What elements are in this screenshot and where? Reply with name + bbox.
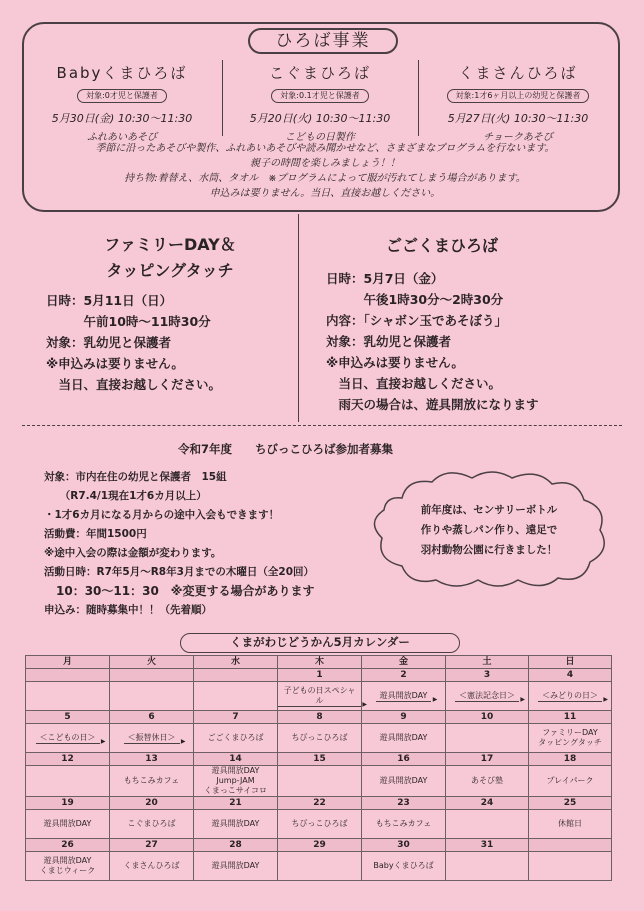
program-target: 対象:1才6ヶ月以上の幼児と保護者 xyxy=(447,89,590,103)
calendar-day-number: 7 xyxy=(194,711,278,724)
family-day-title-line: ファミリーDAY＆ xyxy=(104,235,236,254)
program-target: 対象:0才児と保護者 xyxy=(77,89,167,103)
speech-cloud-text xyxy=(384,500,594,560)
calendar-event: こぐまひろば xyxy=(127,819,176,828)
weekday-header-row xyxy=(26,656,612,669)
program-kumasan xyxy=(418,56,618,143)
calendar-day-cell xyxy=(446,766,529,797)
calendar-event: あそび塾 xyxy=(471,776,503,785)
gogo-line: 内容：「シャボン玉であそぼう」 xyxy=(326,313,508,328)
calendar-event: ファミリーDAY タッピングタッチ xyxy=(538,728,602,747)
program-koguma xyxy=(222,56,418,143)
chibikko-line: ・1才6カ月になる月からの途中入会もできます！ xyxy=(44,509,280,521)
calendar-day-number: 10 xyxy=(446,711,529,724)
calendar-day-number: 17 xyxy=(446,753,529,766)
calendar-event: 遊具開放DAY ▶ xyxy=(376,691,432,702)
calendar-day-cell xyxy=(110,724,194,753)
program-activity: チョークあそび xyxy=(483,132,553,143)
weekday-mon: 月 xyxy=(26,656,110,669)
calendar-event: ちびっこひろば xyxy=(291,733,348,742)
family-day-title-line: タッピングタッチ xyxy=(106,261,234,280)
calendar-day-number: 21 xyxy=(194,797,278,810)
cloud-line: 羽村動物公園に行きました！ xyxy=(420,544,558,556)
calendar-day-cell xyxy=(110,682,194,711)
calendar-day-number: 2 xyxy=(362,669,446,682)
calendar-event-row xyxy=(26,810,612,839)
chibikko-title: 令和7年度 ちびっこひろば参加者募集 xyxy=(178,442,393,456)
calendar-event-row xyxy=(26,852,612,881)
family-day-line: 対象：乳幼児と保護者 xyxy=(46,335,172,350)
program-activity: こどもの日製作 xyxy=(285,132,355,143)
calendar-day-number: 24 xyxy=(446,797,529,810)
calendar-day-number xyxy=(26,669,110,682)
calendar-day-cell xyxy=(278,852,362,881)
description-line: 季節に沿ったあそびや製作、ふれあいあそびや読み聞かせなど、さまざまなプログラムを行ないます。 xyxy=(95,143,555,154)
chibikko-line: 申込み：随時募集中！！（先着順） xyxy=(44,604,212,616)
calendar-event: ＜みどりの日＞ ▶ xyxy=(538,691,602,702)
chibikko-line: 対象：市内在住の幼児と保護者 15組 xyxy=(44,471,227,483)
calendar-event: 遊具開放DAY xyxy=(379,776,428,785)
weekday-fri: 金 xyxy=(362,656,446,669)
family-day-line: ※申込みは要りません。 xyxy=(46,356,184,371)
calendar-event: ちびっこひろば xyxy=(291,819,348,828)
program-date: 5月20日(火) 10:30～11:30 xyxy=(249,112,391,125)
calendar-event: 遊具開放DAY xyxy=(43,819,92,828)
calendar-day-cell xyxy=(194,724,278,753)
section-divider-horizontal xyxy=(22,425,622,426)
program-name: くまさんひろば xyxy=(458,64,578,82)
calendar-event: もちこみカフェ xyxy=(123,776,180,785)
calendar-day-number: 11 xyxy=(529,711,612,724)
calendar-day-number: 13 xyxy=(110,753,194,766)
calendar-day-cell xyxy=(529,766,612,797)
gogo-line: 雨天の場合は、遊具開放になります xyxy=(326,397,539,412)
section-divider-vertical xyxy=(298,214,299,422)
calendar-day-cell xyxy=(26,724,110,753)
calendar-day-number: 4 xyxy=(529,669,612,682)
calendar-day-number: 1 xyxy=(278,669,362,682)
calendar-day-cell xyxy=(110,810,194,839)
calendar-event: ＜こどもの日＞ ▶ xyxy=(36,733,100,744)
calendar-day-number: 9 xyxy=(362,711,446,724)
program-name: Babyくまひろば xyxy=(56,64,188,82)
calendar-day-number: 29 xyxy=(278,839,362,852)
calendar-event: ごごくまひろば xyxy=(207,733,264,742)
calendar-event: ＜憲法記念日＞ ▶ xyxy=(455,691,519,702)
calendar-day-number: 5 xyxy=(26,711,110,724)
hiroba-title: ひろば事業 xyxy=(248,28,398,54)
calendar-event: 子どもの日スペシャル ▶ xyxy=(278,686,361,707)
calendar-event: 遊具開放DAY Jump-JAM くまっこサイコロ xyxy=(203,766,268,795)
calendar-day-cell xyxy=(110,766,194,797)
family-day-line: 午前10時～11時30分 xyxy=(46,314,211,329)
calendar-day-cell xyxy=(446,810,529,839)
calendar-event: 遊具開放DAY xyxy=(211,819,260,828)
calendar-day-number-row xyxy=(26,669,612,682)
calendar-day-number: 18 xyxy=(529,753,612,766)
gogo-line: 日時：5月7日（金） xyxy=(326,271,444,286)
calendar-day-number-row xyxy=(26,797,612,810)
calendar-day-number: 26 xyxy=(26,839,110,852)
weekday-sun: 日 xyxy=(529,656,612,669)
program-target: 対象:0.1才児と保護者 xyxy=(271,89,368,103)
calendar-day-cell xyxy=(362,852,446,881)
calendar-day-cell xyxy=(26,810,110,839)
calendar-day-number: 16 xyxy=(362,753,446,766)
calendar-event: くまさんひろば xyxy=(123,861,180,870)
calendar-day-number: 6 xyxy=(110,711,194,724)
calendar-day-number xyxy=(110,669,194,682)
weekday-wed: 水 xyxy=(194,656,278,669)
program-date: 5月30日(金) 10:30～11:30 xyxy=(51,112,193,125)
calendar-day-cell xyxy=(446,724,529,753)
calendar-event-row xyxy=(26,766,612,797)
calendar-day-cell xyxy=(529,682,612,711)
calendar-day-cell xyxy=(529,810,612,839)
description-line: 持ち物:着替え、水筒、タオル ※プログラムによって服が汚れてしまう場合があります。 xyxy=(124,173,526,184)
calendar-day-number: 31 xyxy=(446,839,529,852)
may-calendar xyxy=(25,655,612,881)
calendar-day-number: 22 xyxy=(278,797,362,810)
chibikko-line: 活動日時：R7年5月～R8年3月までの木曜日（全20回） xyxy=(44,566,315,578)
calendar-day-cell xyxy=(529,852,612,881)
calendar-day-number: 3 xyxy=(446,669,529,682)
weekday-sat: 土 xyxy=(446,656,529,669)
calendar-event: 休館日 xyxy=(558,819,582,828)
family-day-title xyxy=(60,232,280,284)
hiroba-description xyxy=(40,141,610,201)
calendar-day-cell xyxy=(278,766,362,797)
calendar-event-row xyxy=(26,682,612,711)
chibikko-line: 10：30～11：30 ※変更する場合があります xyxy=(44,584,315,598)
calendar-day-cell xyxy=(26,682,110,711)
cloud-line: 作りや蒸しパン作り、遠足で xyxy=(420,524,558,536)
gogo-line: ※申込みは要りません。 xyxy=(326,355,464,370)
calendar-day-number: 23 xyxy=(362,797,446,810)
calendar-event: Babyくまひろば xyxy=(373,861,434,870)
calendar-day-number: 28 xyxy=(194,839,278,852)
family-day-line: 日時：5月11日（日） xyxy=(46,293,173,308)
calendar-event: もちこみカフェ xyxy=(375,819,432,828)
family-day-line: 当日、直接お越しください。 xyxy=(46,377,222,392)
calendar-day-number: 27 xyxy=(110,839,194,852)
calendar-day-number: 20 xyxy=(110,797,194,810)
calendar-day-cell xyxy=(110,852,194,881)
gogo-details xyxy=(326,268,539,415)
program-activity: ふれあいあそび xyxy=(87,132,157,143)
chibikko-details xyxy=(44,468,314,620)
calendar-day-cell xyxy=(194,766,278,797)
calendar-day-number: 8 xyxy=(278,711,362,724)
calendar-event: ＜振替休日＞ ▶ xyxy=(124,733,180,744)
calendar-day-cell xyxy=(194,810,278,839)
calendar-day-number: 25 xyxy=(529,797,612,810)
calendar-day-cell xyxy=(278,724,362,753)
calendar-event-row xyxy=(26,724,612,753)
calendar-day-cell xyxy=(26,766,110,797)
calendar-day-cell xyxy=(278,810,362,839)
calendar-day-number-row xyxy=(26,839,612,852)
calendar-day-cell xyxy=(362,810,446,839)
calendar-day-number: 15 xyxy=(278,753,362,766)
calendar-day-cell xyxy=(446,682,529,711)
calendar-day-cell xyxy=(446,852,529,881)
description-line: 親子の時間を楽しみましょう！！ xyxy=(250,158,400,169)
weekday-thu: 木 xyxy=(278,656,362,669)
calendar-day-cell xyxy=(26,852,110,881)
calendar-day-cell xyxy=(194,852,278,881)
calendar-event: 遊具開放DAY xyxy=(379,733,428,742)
calendar-title: くまがわじどうかん5月カレンダー xyxy=(180,633,460,653)
calendar-day-cell xyxy=(362,724,446,753)
calendar-event: 遊具開放DAY くまじウィーク xyxy=(39,856,96,875)
calendar-day-number: 19 xyxy=(26,797,110,810)
calendar-day-number xyxy=(529,839,612,852)
calendar-day-number: 30 xyxy=(362,839,446,852)
calendar-day-cell xyxy=(362,766,446,797)
calendar-day-cell xyxy=(362,682,446,711)
gogo-line: 午後1時30分～2時30分 xyxy=(326,292,504,307)
calendar-day-number: 14 xyxy=(194,753,278,766)
program-name: こぐまひろば xyxy=(268,64,371,82)
chibikko-line: （R7.4/1現在1才6カ月以上） xyxy=(44,490,207,502)
description-line: 申込みは要りません。当日、直接お越しください。 xyxy=(209,188,441,199)
gogo-title: ごごくまひろば xyxy=(386,236,499,255)
calendar-day-number-row xyxy=(26,711,612,724)
calendar-day-number-row xyxy=(26,753,612,766)
cloud-line: 前年度は、センサリーボトル xyxy=(420,504,558,516)
calendar-day-cell xyxy=(194,682,278,711)
calendar-day-cell xyxy=(529,724,612,753)
calendar-event: 遊具開放DAY xyxy=(211,861,260,870)
chibikko-line: 活動費：年間1500円 xyxy=(44,528,147,540)
gogo-line: 当日、直接お越しください。 xyxy=(326,376,502,391)
calendar-event: プレイパーク xyxy=(546,776,594,785)
program-baby xyxy=(24,56,220,143)
weekday-tue: 火 xyxy=(110,656,194,669)
gogo-line: 対象：乳幼児と保護者 xyxy=(326,334,452,349)
chibikko-line: ※途中入会の際は金額が変わります。 xyxy=(44,547,222,559)
calendar-day-number xyxy=(194,669,278,682)
calendar-day-number: 12 xyxy=(26,753,110,766)
program-date: 5月27日(火) 10:30～11:30 xyxy=(447,112,589,125)
family-day-details xyxy=(46,290,221,395)
calendar-day-cell xyxy=(278,682,362,711)
